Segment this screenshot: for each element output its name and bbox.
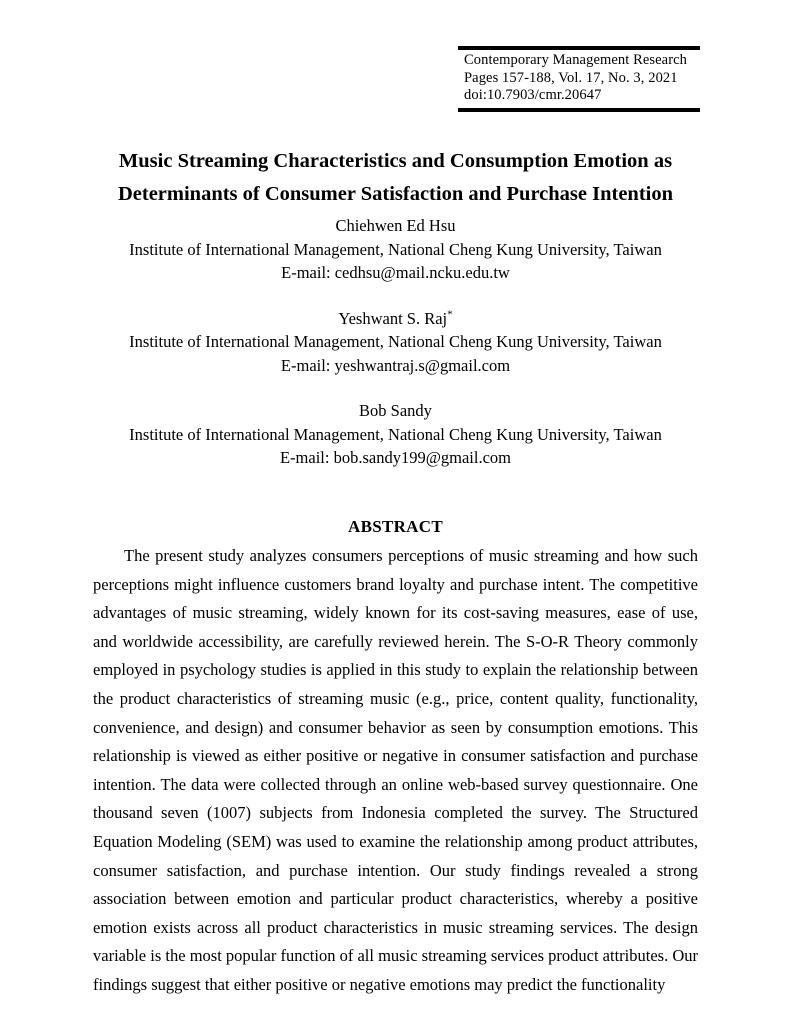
author-name-wrapper (93, 399, 698, 423)
journal-header-text (458, 50, 700, 107)
author-name-wrapper (93, 214, 698, 238)
title-line-2: Determinants of Consumer Satisfaction and Purchase Intention (117, 182, 674, 205)
author-email: E-mail: yeshwantraj.s@gmail.com (280, 355, 511, 375)
title-line-1: Music Streaming Characteristics and Consumption Emotion as (118, 149, 673, 172)
author-block (93, 214, 698, 285)
journal-name: Contemporary Management Research (464, 52, 688, 68)
author-name: Chiehwen Ed Hsu (335, 216, 456, 235)
author-list (93, 214, 698, 470)
page-title (93, 145, 698, 211)
author-affiliation: Institute of International Management, National Cheng Kung University, Taiwan (129, 332, 662, 351)
author-name: Bob Sandy (359, 401, 432, 420)
author-affiliation: Institute of International Management, National Cheng Kung University, Taiwan (129, 424, 662, 444)
header-bottom-rule (458, 108, 700, 112)
journal-header-block (458, 46, 700, 112)
author-name: Yeshwant S. Raj (338, 308, 448, 328)
abstract-heading: ABSTRACT (348, 517, 443, 536)
author-name-wrapper (93, 307, 698, 331)
author-block (93, 399, 698, 470)
author-email: E-mail: cedhsu@mail.ncku.edu.tw (281, 263, 510, 282)
journal-issue-info: Pages 157-188, Vol. 17, No. 3, 2021 (464, 69, 678, 86)
author-block (93, 307, 698, 378)
journal-doi: doi:10.7903/cmr.20647 (464, 87, 602, 103)
abstract-body: The present study analyzes consumers perceptions of music streaming and how such perceptions might influence customers brand loyalty and purchase intent. The competitive advantages of music streaming, widely known for its cost-saving measures, ease of use, and worldwide accessibility, are carefully reviewed herein. The S-O-R Theory commonly employed in psychology studies is applied in this study to explain the relationship between the product characteristics of streaming music (e.g., price, content quality, functionality, convenience, and design) and consumer behavior as seen by consumption emotions. This relationship is viewed as either positive or negative in consumer satisfaction and purchase intention. The data were collected through an online web-based survey questionnaire. One thousand seven (1007) subjects from Indonesia completed the survey. The Structured Equation Modeling (SEM) was used to examine the relationship among product attributes, consumer satisfaction, and purchase intention. Our study findings revealed a strong association between emotion and particular product characteristics, whereby a positive emotion exists across all product characteristics in music streaming services. The design variable is the most popular function of all music streaming services product attributes. Our findings suggest that either positive or negative emotions may predict the functionality (93, 546, 698, 994)
author-footnote-mark: * (447, 308, 453, 320)
author-affiliation: Institute of International Management, National Cheng Kung University, Taiwan (129, 239, 662, 259)
author-email: E-mail: bob.sandy199@gmail.com (279, 448, 512, 467)
